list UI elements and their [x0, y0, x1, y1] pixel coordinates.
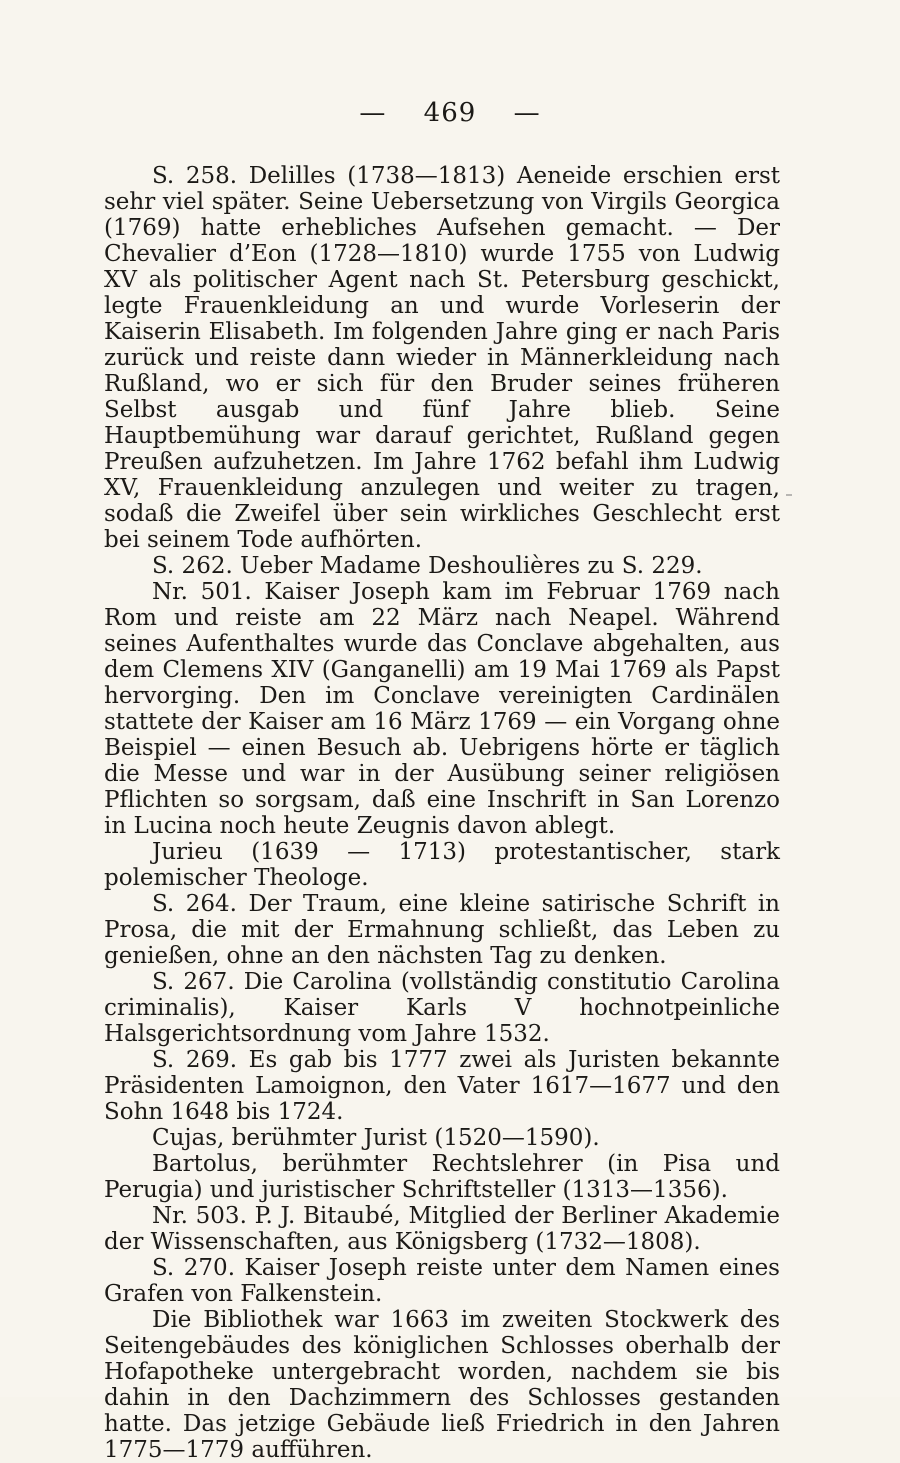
note-paragraph: Bartolus, berühmter Rechtslehrer (in Pisa und Perugia) und juristischer Schriftsteller (1313—1356). — [104, 1151, 780, 1203]
note-paragraph: S. 264. Der Traum, eine kleine satirische Schrift in Prosa, die mit der Ermahnung schließt, das Leben zu genießen, ohne an den nächsten Tag zu denken. — [104, 891, 780, 969]
note-paragraph: Cujas, berühmter Jurist (1520—1590). — [152, 1125, 600, 1151]
note-paragraph: Nr. 501. Kaiser Joseph kam im Februar 1769 nach Rom und reiste am 22 März nach Neapel. Während seines Aufenthaltes wurde das Conclave abgehalten, aus dem Clemens XIV (Ganganelli) am 19 Mai 1769 als Papst hervorging. Den im Conclave vereinigten Cardinälen stattete der Kaiser am 16 März 1769 — ein Vorgang ohne Beispiel — einen Besuch ab. Uebrigens hörte er täglich die Messe und war in der Ausübung seiner religiösen Pflichten so sorgsam, daß eine Inschrift in San Lorenzo in Lucina noch heute Zeugnis davon ablegt. — [104, 579, 780, 839]
page-number: 469 — [423, 98, 477, 128]
page-number-prefix: — — [359, 98, 387, 128]
note-paragraph: S. 269. Es gab bis 1777 zwei als Juristen bekannte Präsidenten Lamoignon, den Vater 1617—1677 und den Sohn 1648 bis 1724. — [104, 1047, 780, 1125]
note-paragraph: Nr. 503. P. J. Bitaubé, Mitglied der Berliner Akademie der Wissenschaften, aus Königsberg (1732—1808). — [104, 1203, 780, 1255]
note-paragraph: S. 270. Kaiser Joseph reiste unter dem Namen eines Grafen von Falkenstein. — [104, 1255, 780, 1307]
note-paragraph: Die Bibliothek war 1663 im zweiten Stockwerk des Seitengebäudes des königlichen Schlosses oberhalb der Hofapotheke untergebracht worden, nachdem sie bis dahin in den Dachzimmern des Schlosses gestanden hatte. Das jetzige Gebäude ließ Friedrich in den Jahren 1775—1779 aufführen. — [104, 1307, 780, 1463]
note-paragraph: S. 262. Ueber Madame Deshoulières zu S. 229. — [152, 553, 703, 579]
note-paragraph: Jurieu (1639 — 1713) protestantischer, stark polemischer Theologe. — [104, 839, 780, 891]
note-paragraph: S. 267. Die Carolina (vollständig constitutio Carolina criminalis), Kaiser Karls V hochnotpeinliche Halsgerichtsordnung vom Jahre 1532. — [104, 969, 780, 1047]
page-header — [0, 98, 900, 128]
note-paragraph: S. 258. Delilles (1738—1813) Aeneide erschien erst sehr viel später. Seine Uebersetzung von Virgils Georgica (1769) hatte erhebliches Aufsehen gemacht. — Der Chevalier d’Eon (1728—1810) wurde 1755 von Ludwig XV als politischer Agent nach St. Petersburg geschickt, legte Frauenkleidung an und wurde Vorleserin der Kaiserin Elisabeth. Im folgenden Jahre ging er nach Paris zurück und reiste dann wieder in Männerkleidung nach Rußland, wo er sich für den Bruder seines früheren Selbst ausgab und fünf Jahre blieb. Seine Hauptbemühung war darauf gerichtet, Rußland gegen Preußen aufzuhetzen. Im Jahre 1762 befahl ihm Ludwig XV, Frauenkleidung anzulegen und weiter zu tragen, sodaß die Zweifel über sein wirkliches Geschlecht erst bei seinem Tode aufhörten. — [104, 163, 780, 553]
notes-body — [104, 163, 780, 1463]
page-number-suffix: — — [513, 98, 541, 128]
margin-mark — [786, 494, 792, 496]
